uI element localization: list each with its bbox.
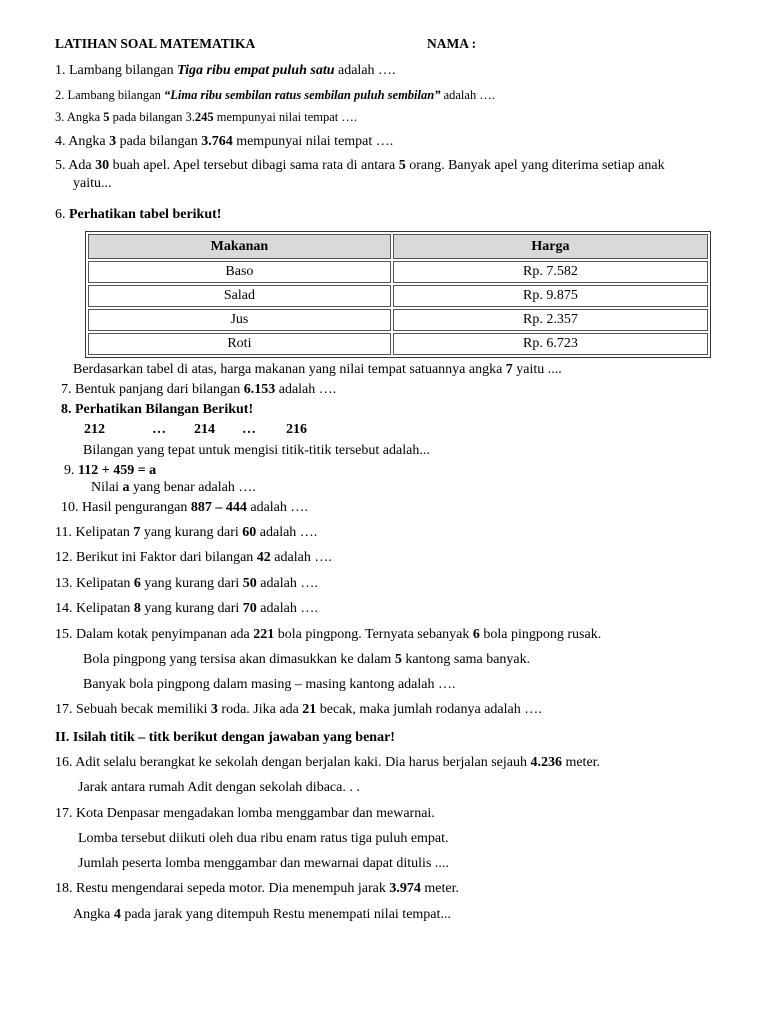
sequence-item: 214 xyxy=(194,422,215,437)
question-9: 9. 112 + 459 = a xyxy=(64,463,157,478)
question-5-line-2: yaitu... xyxy=(73,176,112,191)
question-4: 4. Angka 3 pada bilangan 3.764 mempunyai nilai tempat …. xyxy=(55,134,394,149)
question-1: 1. Lambang bilangan Tiga ribu empat puluh satu adalah …. xyxy=(55,63,396,78)
question-18: 18. Restu mengendarai sepeda motor. Dia menempuh jarak 3.974 meter. xyxy=(55,881,459,896)
question-10: 10. Hasil pengurangan 887 – 444 adalah …. xyxy=(61,500,308,515)
table-row xyxy=(88,333,708,355)
question-2: 2. Lambang bilangan “Lima ribu sembilan ratus sembilan puluh sembilan” adalah …. xyxy=(55,88,495,102)
question-17-lomba-line-2: Lomba tersebut diikuti oleh dua ribu enam ratus tiga puluh empat. xyxy=(78,831,449,846)
question-3: 3. Angka 5 pada bilangan 3.245 mempunyai nilai tempat …. xyxy=(55,110,358,124)
sequence-blank: … xyxy=(242,422,256,437)
price-cell: Rp. 7.582 xyxy=(393,261,708,283)
question-7: 7. Bentuk panjang dari bilangan 6.153 adalah …. xyxy=(61,382,337,397)
question-18-line-2: Angka 4 pada jarak yang ditempuh Restu menempati nilai tempat... xyxy=(73,907,451,922)
section-2-heading: II. Isilah titik – titk berikut dengan jawaban yang benar! xyxy=(55,730,395,745)
price-cell: Rp. 9.875 xyxy=(393,285,708,307)
question-15-line-2: Bola pingpong yang tersisa akan dimasukkan ke dalam 5 kantong sama banyak. xyxy=(83,652,531,667)
table-header-row xyxy=(88,234,708,259)
question-6-heading: 6. Perhatikan tabel berikut! xyxy=(55,207,222,222)
question-9-text: Nilai a yang benar adalah …. xyxy=(91,480,256,495)
question-17-lomba: 17. Kota Denpasar mengadakan lomba menggambar dan mewarnai. xyxy=(55,806,435,821)
worksheet-title: LATIHAN SOAL MATEMATIKA xyxy=(55,36,256,51)
question-6-text: Berdasarkan tabel di atas, harga makanan yang nilai tempat satuannya angka 7 yaitu .... xyxy=(73,362,562,377)
sequence-item: 212 xyxy=(84,422,105,437)
name-label: NAMA : xyxy=(427,36,477,51)
price-cell: Rp. 6.723 xyxy=(393,333,708,355)
food-cell: Roti xyxy=(88,333,391,355)
question-14: 14. Kelipatan 8 yang kurang dari 70 adalah …. xyxy=(55,601,318,616)
question-8-heading: 8. Perhatikan Bilangan Berikut! xyxy=(61,402,254,417)
food-cell: Baso xyxy=(88,261,391,283)
column-header-harga: Harga xyxy=(393,234,708,259)
food-cell: Jus xyxy=(88,309,391,331)
question-15: 15. Dalam kotak penyimpanan ada 221 bola pingpong. Ternyata sebanyak 6 bola pingpong rusak. xyxy=(55,627,602,642)
question-16-line-2: Jarak antara rumah Adit dengan sekolah dibaca. . . xyxy=(78,780,360,795)
question-16: 16. Adit selalu berangkat ke sekolah dengan berjalan kaki. Dia harus berjalan sejauh 4.236 meter. xyxy=(55,755,601,770)
question-17-becak: 17. Sebuah becak memiliki 3 roda. Jika ada 21 becak, maka jumlah rodanya adalah …. xyxy=(55,702,542,717)
question-11: 11. Kelipatan 7 yang kurang dari 60 adalah …. xyxy=(55,525,318,540)
table-row xyxy=(88,261,708,283)
question-12: 12. Berikut ini Faktor dari bilangan 42 adalah …. xyxy=(55,550,332,565)
question-5: 5. Ada 30 buah apel. Apel tersebut dibagi sama rata di antara 5 orang. Banyak apel yang diterima setiap anak xyxy=(55,158,665,173)
question-15-line-3: Banyak bola pingpong dalam masing – masing kantong adalah …. xyxy=(83,677,456,692)
question-8-text: Bilangan yang tepat untuk mengisi titik-titik tersebut adalah... xyxy=(83,443,430,458)
sequence-item: 216 xyxy=(286,422,307,437)
price-cell: Rp. 2.357 xyxy=(393,309,708,331)
column-header-makanan: Makanan xyxy=(88,234,391,259)
food-cell: Salad xyxy=(88,285,391,307)
table-row xyxy=(88,309,708,331)
sequence-blank: … xyxy=(152,422,166,437)
question-13: 13. Kelipatan 6 yang kurang dari 50 adalah …. xyxy=(55,576,318,591)
question-17-lomba-line-3: Jumlah peserta lomba menggambar dan mewarnai dapat ditulis .... xyxy=(78,856,449,871)
table-row xyxy=(88,285,708,307)
price-table xyxy=(85,231,711,358)
